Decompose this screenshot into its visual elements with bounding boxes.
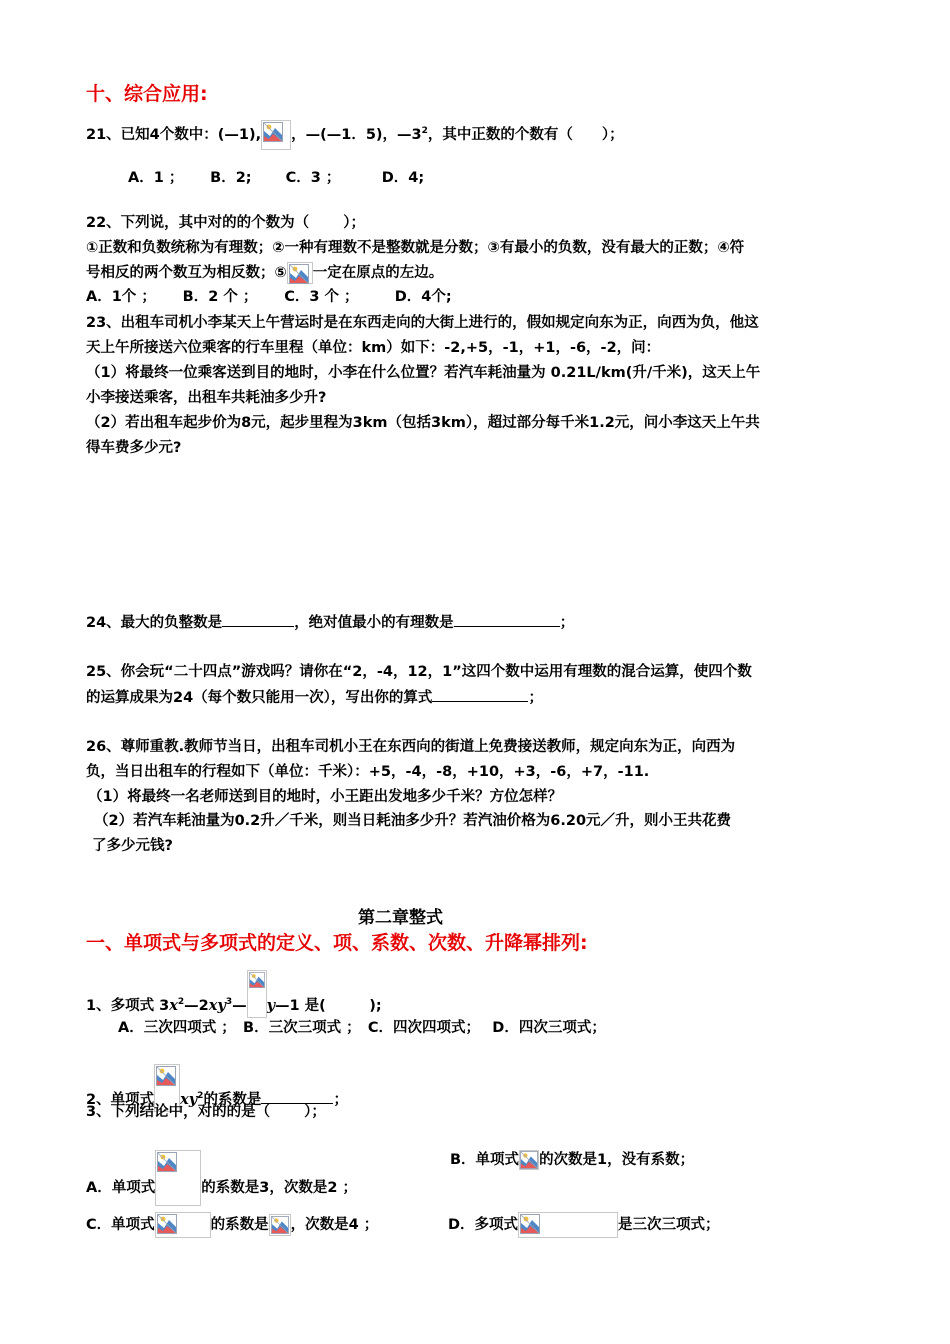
broken-image-icon	[155, 1212, 211, 1238]
q26-line4: （2）若汽车耗油量为0.2升／千米，则当日耗油多少升？若汽油价格为6.20元／升，则小王共花费	[94, 813, 732, 829]
section-heading: 一、单项式与多项式的定义、项、系数、次数、升降幂排列:	[86, 932, 588, 954]
ch2-q3-option-c	[86, 1212, 378, 1238]
ch2-q3-option-b	[450, 1150, 694, 1170]
question-21	[86, 120, 624, 150]
broken-image-icon	[518, 1212, 618, 1238]
q3-c-text-1: C．单项式	[86, 1217, 155, 1233]
q26-line5: 了多少元钱?	[92, 838, 173, 854]
q22-stem: 22、下列说，其中对的的个数为（ ）；	[86, 215, 365, 231]
q23-line6: 得车费多少元?	[86, 440, 182, 456]
q2-var-xy: xy	[180, 1091, 198, 1108]
broken-image-icon	[519, 1150, 539, 1170]
q24-text-a: 24、最大的负整数是	[86, 615, 223, 631]
ch2-q3-option-d	[448, 1212, 720, 1238]
q21-text-a: 21、已知4个数中：(—1),	[86, 127, 262, 143]
broken-image-icon	[269, 1214, 291, 1236]
q25-line2-b: ；	[528, 690, 543, 706]
q1-var-y: y	[266, 997, 276, 1014]
q23-line1: 23、出租车司机小李某天上午营运时是在东西走向的大街上进行的，假如规定向东为正，向西为负，他这	[86, 315, 759, 331]
q1-text-c: —	[232, 998, 247, 1014]
q3-c-text-3: ，次数是4 ；	[290, 1217, 379, 1233]
ch2-q1-options: A．三次四项式 ； B．三次三项式 ； C．四次四项式； D．四次三项式；	[118, 1020, 606, 1036]
q22-line2-b: 一定在原点的左边。	[312, 265, 444, 281]
broken-image-icon	[261, 120, 291, 150]
q22-line2-a: 号相反的两个数互为相反数；⑤	[86, 265, 287, 281]
ch2-question-1	[86, 970, 382, 1018]
q25-line1: 25、你会玩“二十四点”游戏吗？请你在“2，-4，12，1”这四个数中运用有理数的混合运算，使四个数	[86, 664, 752, 680]
answer-blank[interactable]	[222, 612, 294, 627]
chapter-title: 第二章整式	[358, 908, 443, 928]
q1-var-xy: xy	[208, 997, 226, 1014]
q3-a-text-1: A．单项式	[86, 1180, 156, 1196]
q22-line1: ①正数和负数统称为有理数；②一种有理数不是整数就是分数；③有最小的负数，没有最大的正数；④符	[86, 240, 745, 256]
q21-exponent: 2	[421, 126, 428, 137]
q3-d-text-1: D．多项式	[448, 1217, 519, 1233]
q26-line2: 负，当日出租车的行程如下（单位：千米）：+5，-4，-8，+10，+3，-6，+7，-11.	[86, 764, 650, 780]
q22-options: A．1个 ； B．2 个 ； C．3 个 ； D．4个;	[86, 289, 452, 305]
q2-exponent: 2	[197, 1091, 204, 1102]
q3-c-text-2: 的系数是	[210, 1217, 269, 1233]
q23-line3: （1）将最终一位乘客送到目的地时，小李在什么位置？若汽车耗油量为 0.21L/km(升/千米)，这天上午	[86, 365, 761, 381]
q3-d-text-2: 是三次三项式；	[618, 1217, 720, 1233]
q1-text-a: 1、多项式 3	[86, 998, 170, 1014]
q21-text-b: ，—(—1．5)，—3	[291, 127, 422, 143]
section-heading: 十、综合应用:	[86, 83, 208, 105]
q25-line2	[86, 687, 543, 708]
q26-line1: 26、尊师重教.教师节当日，出租车司机小王在东西向的街道上免费接送教师，规定向东为正，向西为	[86, 739, 736, 755]
q21-text-c: ，其中正数的个数有（ ）；	[427, 127, 624, 143]
question-24	[86, 612, 574, 633]
q2-text-c: ；	[333, 1092, 348, 1108]
q25-line2-a: 的运算成果为24（每个数只能用一次），写出你的算式	[86, 690, 433, 706]
answer-blank[interactable]	[432, 687, 528, 702]
q1-var-x: x	[169, 997, 178, 1014]
q1-exp-2: 3	[225, 997, 233, 1008]
q23-line5: （2）若出租车起步价为8元，起步里程为3km（包括3km），超过部分每千米1.2元，问小李这天上午共	[86, 415, 760, 431]
answer-blank[interactable]	[454, 612, 560, 627]
q3-b-text-2: 的次数是1，没有系数；	[539, 1152, 695, 1168]
ch2-q3-option-a	[86, 1150, 357, 1206]
q3-a-text-2: 的系数是3，次数是2 ；	[201, 1180, 357, 1196]
q1-text-b: —2	[184, 998, 209, 1014]
q22-line2	[86, 262, 443, 284]
broken-image-icon	[247, 970, 267, 1018]
q24-text-c: ；	[559, 615, 575, 631]
q26-line3: （1）将最终一名老师送到目的地时，小王距出发地多少千米？方位怎样？	[88, 789, 563, 805]
broken-image-icon	[155, 1150, 201, 1206]
q21-options: A．1 ； B．2; C．3 ； D．4;	[128, 170, 425, 186]
q23-line4: 小李接送乘客，出租车共耗油多少升?	[86, 390, 327, 406]
broken-image-icon	[287, 262, 313, 284]
ch2-q3-stem: 3、下列结论中，对的的是（ ）；	[86, 1104, 326, 1120]
q1-exp-1: 2	[177, 997, 185, 1008]
q23-line2: 天上午所接送六位乘客的行车里程（单位：km）如下：-2,+5，-1，+1，-6，-2，问：	[86, 340, 661, 356]
q1-text-d: —1 是( );	[275, 998, 382, 1014]
q24-text-b: ，绝对值最小的有理数是	[294, 615, 454, 631]
q2-text-a: 2、单项式	[86, 1092, 155, 1108]
q2-text-b: 的系数是	[203, 1092, 262, 1108]
q3-b-text-1: B．单项式	[450, 1152, 520, 1168]
